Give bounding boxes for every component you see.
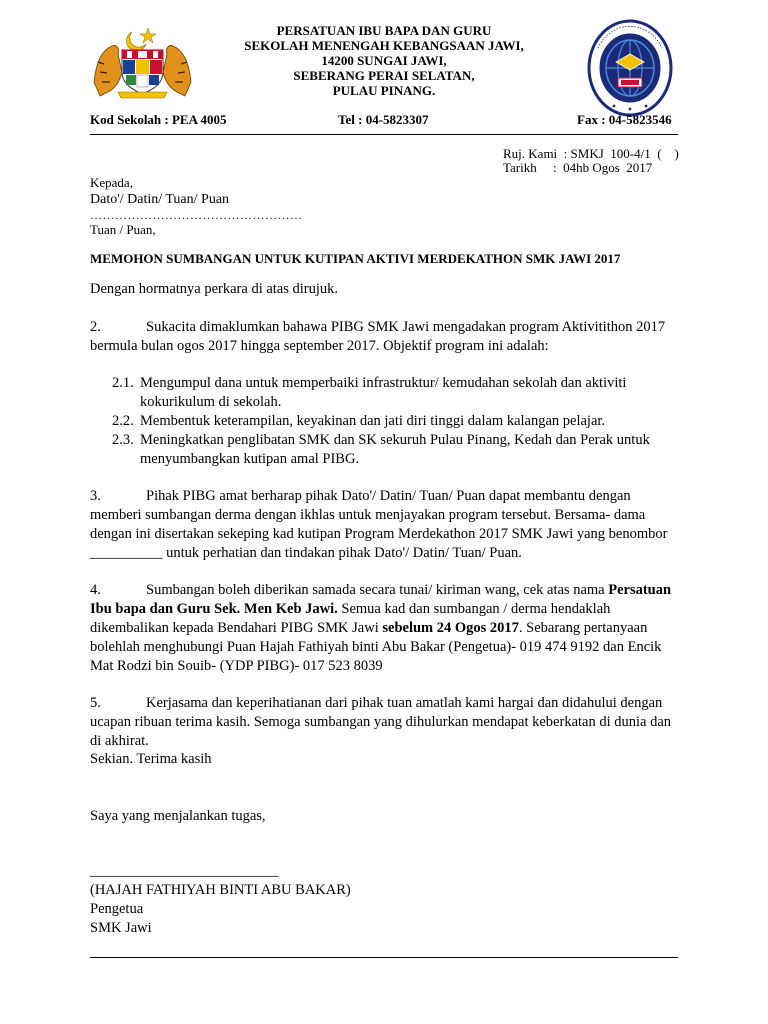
org-name-line1: PERSATUAN IBU BAPA DAN GURU xyxy=(276,23,492,38)
recipient-dotted-line: …………………………………………… xyxy=(90,208,303,222)
objective-number: 2.2. xyxy=(112,413,134,429)
paragraph-4 xyxy=(90,581,682,676)
paragraph-number: 4. xyxy=(90,582,101,598)
paragraph-number: 5. xyxy=(90,695,101,711)
reference-number: Ruj. Kami : SMKJ 100-4/1 ( ) xyxy=(503,146,679,161)
recipient-title: Dato'/ Datin/ Tuan/ Puan xyxy=(90,192,230,207)
objective-text: Meningkatkan penglibatan SMK dan SK sekuruh Pulau Pinang, Kedah dan Perak untuk menyumbangkan kutipan amal PIBG. xyxy=(140,432,650,467)
paragraph-text: Sukacita dimaklumkan bahawa PIBG SMK Jawi mengadakan program Aktivitithon 2017 bermula bulan ogos 2017 hingga september 2017. Objektif program ini adalah: xyxy=(90,319,666,354)
address-line2: SEBERANG PERAI SELATAN, xyxy=(293,68,475,83)
objective-item xyxy=(112,374,684,412)
paragraph-5 xyxy=(90,694,682,751)
paragraph-text: Sumbangan boleh diberikan samada secara tunai/ kiriman wang, cek atas nama xyxy=(146,582,609,598)
signatory-name: (HAJAH FATHIYAH BINTI ABU BAKAR) xyxy=(90,882,351,898)
school-code: Kod Sekolah : PEA 4005 xyxy=(90,112,227,127)
org-name-line2: SEKOLAH MENENGAH KEBANGSAAN JAWI, xyxy=(244,38,524,53)
objective-number: 2.1. xyxy=(112,375,134,391)
objective-number: 2.3. xyxy=(112,432,134,448)
letter-date: Tarikh : 04hb Ogos 2017 xyxy=(503,160,653,175)
paragraph-3 xyxy=(90,487,682,563)
objective-item xyxy=(112,431,684,469)
recipient-kepada: Kepada, xyxy=(90,175,133,190)
fax: Fax : 04-5823546 xyxy=(577,112,672,127)
objective-text: Mengumpul dana untuk memperbaiki infrastruktur/ kemudahan sekolah dan aktiviti kokurikulum di sekolah. xyxy=(140,375,627,410)
paragraph-text: Semua kad dan sumbangan / derma hendaklah dikembalikan kepada Bendahari PIBG SMK Jawi xyxy=(90,601,611,636)
closing-remark: Sekian. Terima kasih xyxy=(90,751,212,767)
address-line1: 14200 SUNGAI JAWI, xyxy=(321,53,447,68)
payee-name: Persatuan Ibu bapa dan Guru Sek. Men Keb Jawi. xyxy=(90,582,672,617)
signature-line: __________________________ xyxy=(90,863,279,879)
paragraph-number: 2. xyxy=(90,319,101,335)
letter-subject: MEMOHON SUMBANGAN UNTUK KUTIPAN AKTIVI MERDEKATHON SMK JAWI 2017 xyxy=(90,251,621,266)
paragraph-1: Dengan hormatnya perkara di atas dirujuk. xyxy=(90,281,339,297)
paragraph-text: Pihak PIBG amat berharap pihak Dato'/ Datin/ Tuan/ Puan dapat membantu dengan memberi sumbangan derma dengan ikhlas untuk menjayakan program tersebut. Bersama- dama dengan ini disertakan sekeping kad kutipan Program Merdekathon 2017 SMK Jawi yang benombor __________ untuk perhatian dan tindakan pihak Dato'/ Datin/ Tuan/ Puan. xyxy=(90,488,668,561)
duty-statement: Saya yang menjalankan tugas, xyxy=(90,808,266,824)
objective-text: Membentuk keterampilan, keyakinan dan jati diri tinggi dalam kalangan pelajar. xyxy=(140,413,606,429)
paragraph-text: . Sebarang pertanyaan bolehlah menghubungi Puan Hajah Fathiyah binti Abu Bakar (Pengetua)- 019 474 9192 dan Encik Mat Rodzi bin Souib- (YDP PIBG)- 017 523 8039 xyxy=(90,620,662,674)
footer-divider xyxy=(90,957,678,958)
signatory-school: SMK Jawi xyxy=(90,920,152,936)
paragraph-number: 3. xyxy=(90,488,101,504)
telephone: Tel : 04-5823307 xyxy=(338,112,429,127)
paragraph-text: Kerjasama dan keperihatianan dari pihak tuan amatlah kami hargai dan didahului dengan ucapan ribuan terima kasih. Semoga sumbangan yang dihulurkan mendapat keberkatan di dunia dan di akhirat. xyxy=(90,695,672,749)
objective-item xyxy=(112,412,684,431)
salutation: Tuan / Puan, xyxy=(90,222,156,237)
address-line3: PULAU PINANG. xyxy=(332,83,436,98)
signatory-position: Pengetua xyxy=(90,901,144,917)
deadline-date: sebelum 24 Ogos 2017 xyxy=(382,620,519,636)
header-divider xyxy=(90,134,678,135)
paragraph-2 xyxy=(90,318,682,356)
